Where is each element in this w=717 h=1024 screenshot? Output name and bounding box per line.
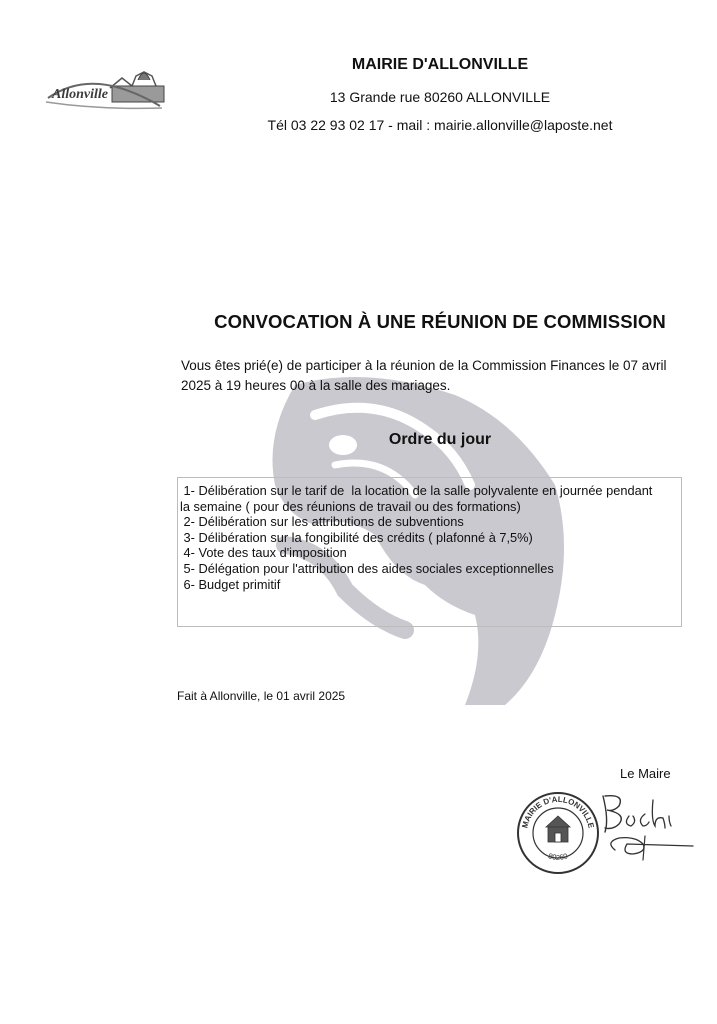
place-date: Fait à Allonville, le 01 avril 2025 xyxy=(177,689,346,703)
agenda-item: 2- Délibération sur les attributions de subventions xyxy=(180,514,464,530)
stamp-bottom-text: 80260 xyxy=(547,851,569,862)
invitation-paragraph xyxy=(181,356,691,396)
stamp-top-text: MAIRIE D'ALLONVILLE xyxy=(520,794,596,830)
org-contact: Tél 03 22 93 02 17 - mail : mairie.allonville@laposte.net xyxy=(267,117,613,133)
agenda-heading: Ordre du jour xyxy=(388,431,492,448)
agenda-item: 3- Délibération sur la fongibilité des crédits ( plafonné à 7,5%) xyxy=(180,529,533,545)
org-address: 13 Grande rue 80260 ALLONVILLE xyxy=(329,89,551,105)
agenda-item: 4- Vote des taux d'imposition xyxy=(180,545,347,561)
document-title: CONVOCATION À UNE RÉUNION DE COMMISSION xyxy=(214,311,666,332)
logo-swoosh-lower xyxy=(46,102,162,108)
agenda-item: 1- Délibération sur le tarif de la location de la salle polyvalente en journée pendant xyxy=(180,483,653,498)
invitation-line: Vous êtes prié(e) de participer à la réunion de la Commission Finances le 07 avril xyxy=(181,358,667,373)
invitation-line: 2025 à 19 heures 00 à la salle des mariages. xyxy=(181,378,451,393)
logo-text: Allonville xyxy=(52,87,108,102)
agenda-list xyxy=(180,483,685,592)
agenda-item: 6- Budget primitif xyxy=(180,576,281,592)
org-name: MAIRIE D'ALLONVILLE xyxy=(351,56,529,73)
agenda-item: 5- Délégation pour l'attribution des aides sociales exceptionnelles xyxy=(180,560,554,576)
agenda-item: la semaine ( pour des réunions de travail ou des formations) xyxy=(180,498,521,514)
stamp-emblem-icon xyxy=(546,816,570,842)
svg-text:80260 xyxy=(547,851,569,862)
allonville-logo xyxy=(40,58,170,118)
signatory-title: Le Maire xyxy=(620,766,671,781)
mayor-signature xyxy=(585,780,697,870)
